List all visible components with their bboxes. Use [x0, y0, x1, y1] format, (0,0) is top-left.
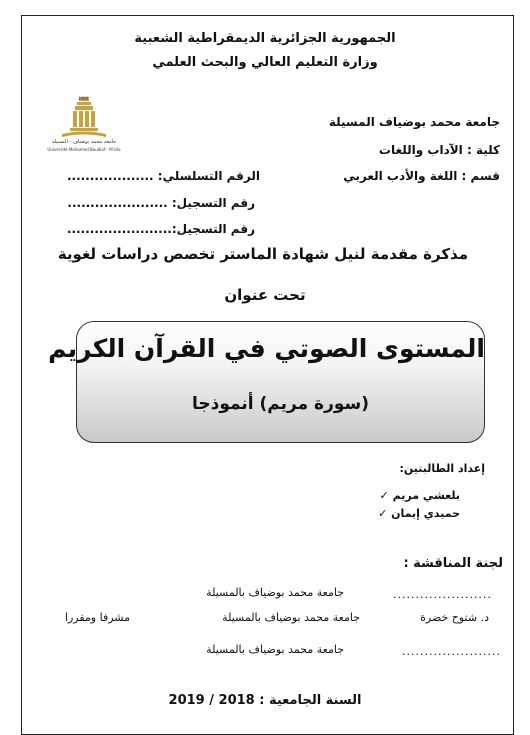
university-logo	[52, 96, 116, 166]
thesis-title: المستوى الصوتي في القرآن الكريم	[48, 334, 485, 363]
registration-number-2: رقم التسجيل:.......................	[67, 222, 255, 236]
checkmark-icon: ✓	[378, 507, 388, 520]
student-name: حميدي إيمان	[391, 507, 460, 520]
checkmark-icon: ✓	[379, 489, 389, 502]
republic-heading: الجمهورية الجزائرية الديمقراطية الشعبية	[134, 31, 396, 46]
serial-number: الرقم التسلسلي: ...................	[67, 169, 260, 183]
jury-university: جامعة محمد بوضياف بالمسيلة	[206, 643, 344, 656]
logo-arabic-text: جامعة محمد بوضياف - المسيلة	[51, 139, 117, 145]
jury-role: مشرفا ومقررا	[64, 611, 130, 624]
university-name: جامعة محمد بوضياف المسيلة	[328, 115, 500, 129]
preparation-label: إعداد الطالبتين:	[399, 462, 485, 475]
student-item	[375, 489, 460, 502]
academic-year: السنة الجامعية : 2018 / 2019	[168, 693, 362, 708]
jury-name-placeholder: ......................	[402, 645, 501, 658]
faculty-name: كلية : الآداب واللغات	[378, 143, 500, 157]
jury-member-name: د. شتوح خضرة	[420, 611, 489, 624]
jury-label: لجنة المناقشة :	[403, 556, 503, 571]
student-name: بلعشي مريم	[392, 489, 460, 502]
logo-year: 1989	[78, 96, 89, 101]
ministry-heading: وزارة التعليم العالي والبحث العلمي	[152, 55, 378, 70]
jury-university: جامعة محمد بوضياف بالمسيلة	[206, 586, 344, 599]
jury-name-placeholder: ......................	[393, 588, 492, 601]
thesis-subtitle: (سورة مريم) أنموذجا	[191, 394, 369, 414]
student-item	[373, 507, 460, 520]
memo-statement: مذكرة مقدمة لنيل شهادة الماستر تخصص دراسات لغوية	[57, 245, 468, 263]
under-title-label: تحت عنوان	[224, 286, 306, 304]
logo-latin-text: Université Mohamed Boudiaf - M'sila	[47, 147, 121, 152]
department-name: قسم : اللغة والأدب العربي	[343, 169, 500, 183]
registration-number-1: رقم التسجيل: ......................	[67, 196, 255, 210]
jury-university: جامعة محمد بوضياف بالمسيلة	[222, 611, 360, 624]
